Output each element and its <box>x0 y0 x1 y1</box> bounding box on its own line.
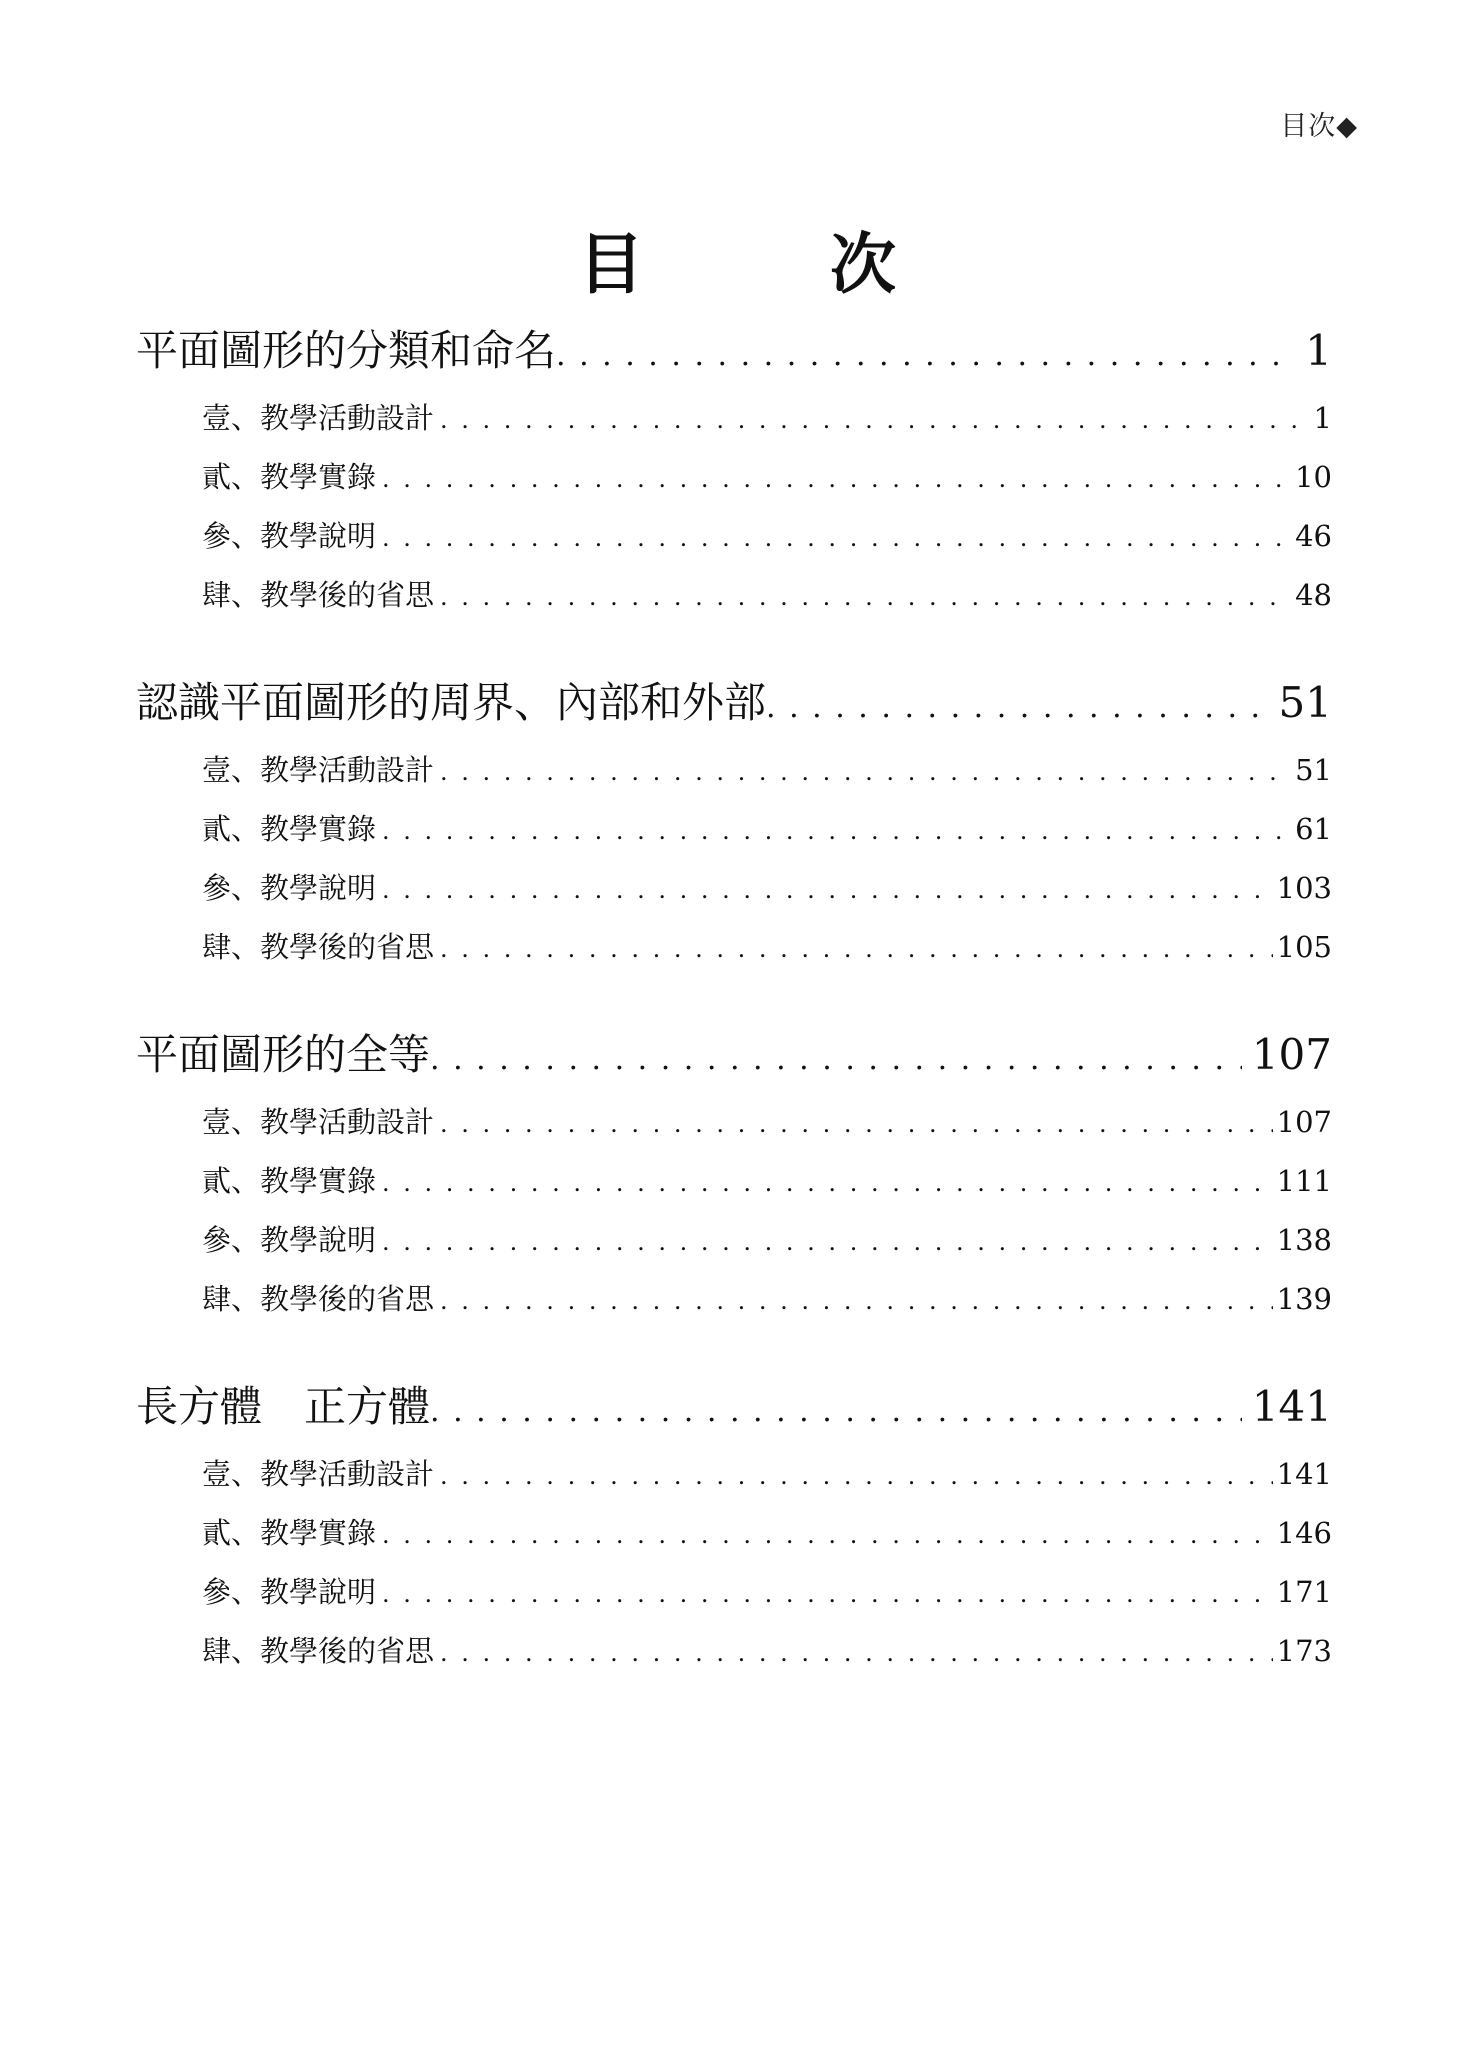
section-page-number: 111 <box>1276 1164 1332 1198</box>
dot-leader <box>556 338 1295 373</box>
section-page-number: 171 <box>1276 1575 1332 1609</box>
toc-chapter <box>136 1022 1332 1336</box>
toc-section-entry[interactable] <box>136 1629 1332 1688</box>
dot-leader <box>434 583 1291 611</box>
dot-leader <box>434 1287 1273 1315</box>
chapter-page-number: 141 <box>1251 1382 1332 1431</box>
toc-chapter-entry[interactable] <box>136 1374 1332 1438</box>
chapter-title: 長方體 正方體 <box>136 1382 431 1431</box>
toc-chapter-entry[interactable] <box>136 318 1332 382</box>
toc-section-entry[interactable] <box>136 396 1332 455</box>
section-page-number: 141 <box>1276 1457 1332 1491</box>
section-title: 肆、教學後的省思 <box>202 1634 435 1668</box>
dot-leader <box>376 1169 1273 1197</box>
dot-leader <box>376 817 1291 845</box>
section-title: 貳、教學實錄 <box>202 1164 377 1198</box>
dot-leader <box>376 465 1291 493</box>
toc-section-entry[interactable] <box>136 1570 1332 1629</box>
section-title: 壹、教學活動設計 <box>202 1105 435 1139</box>
toc-section-entry[interactable] <box>136 573 1332 632</box>
section-title: 參、教學說明 <box>202 519 377 553</box>
page-title: 目 次 <box>578 226 956 304</box>
section-title: 肆、教學後的省思 <box>202 578 435 612</box>
dot-leader <box>430 1394 1242 1429</box>
dot-leader <box>434 1110 1273 1138</box>
section-page-number: 139 <box>1276 1282 1332 1316</box>
section-title: 肆、教學後的省思 <box>202 930 435 964</box>
chapter-page-number: 51 <box>1278 678 1332 727</box>
section-page-number: 146 <box>1276 1516 1332 1550</box>
section-title: 壹、教學活動設計 <box>202 753 435 787</box>
dot-leader <box>434 1639 1273 1667</box>
section-title: 貳、教學實錄 <box>202 812 377 846</box>
section-title: 壹、教學活動設計 <box>202 1457 435 1491</box>
toc-section-entry[interactable] <box>136 866 1332 925</box>
section-page-number: 10 <box>1295 460 1332 494</box>
section-page-number: 1 <box>1313 401 1332 435</box>
dot-leader <box>434 935 1273 963</box>
section-page-number: 51 <box>1295 753 1332 787</box>
section-title: 參、教學說明 <box>202 871 377 905</box>
toc-section-entry[interactable] <box>136 1511 1332 1570</box>
toc-section-entry[interactable] <box>136 1159 1332 1218</box>
toc-section-entry[interactable] <box>136 455 1332 514</box>
dot-leader <box>434 1462 1273 1490</box>
toc-chapter-entry[interactable] <box>136 1022 1332 1086</box>
dot-leader <box>376 524 1291 552</box>
section-page-number: 138 <box>1276 1223 1332 1257</box>
running-header: 目次◆ <box>1280 111 1358 142</box>
chapter-title: 認識平面圖形的周界、內部和外部 <box>136 678 767 727</box>
dot-leader <box>434 406 1310 434</box>
chapter-title: 平面圖形的分類和命名 <box>136 326 557 375</box>
toc-section-entry[interactable] <box>136 1452 1332 1511</box>
section-page-number: 46 <box>1295 519 1332 553</box>
toc-chapter <box>136 670 1332 984</box>
toc-section-entry[interactable] <box>136 514 1332 573</box>
toc-section-entry[interactable] <box>136 807 1332 866</box>
toc-section-entry[interactable] <box>136 748 1332 807</box>
section-page-number: 61 <box>1295 812 1332 846</box>
table-of-contents <box>136 318 1332 1726</box>
section-page-number: 105 <box>1276 930 1332 964</box>
toc-chapter-entry[interactable] <box>136 670 1332 734</box>
section-page-number: 107 <box>1276 1105 1332 1139</box>
chapter-page-number: 1 <box>1305 326 1332 375</box>
chapter-title: 平面圖形的全等 <box>136 1030 431 1079</box>
section-page-number: 173 <box>1276 1634 1332 1668</box>
toc-section-entry[interactable] <box>136 925 1332 984</box>
dot-leader <box>430 1042 1242 1077</box>
dot-leader <box>376 876 1273 904</box>
toc-chapter <box>136 1374 1332 1688</box>
dot-leader <box>434 758 1291 786</box>
dot-leader <box>376 1521 1273 1549</box>
section-title: 壹、教學活動設計 <box>202 401 435 435</box>
chapter-page-number: 107 <box>1251 1030 1332 1079</box>
toc-section-entry[interactable] <box>136 1100 1332 1159</box>
toc-section-entry[interactable] <box>136 1277 1332 1336</box>
section-title: 肆、教學後的省思 <box>202 1282 435 1316</box>
section-page-number: 48 <box>1295 578 1332 612</box>
dot-leader <box>376 1580 1273 1608</box>
section-page-number: 103 <box>1276 871 1332 905</box>
section-title: 參、教學說明 <box>202 1575 377 1609</box>
section-title: 貳、教學實錄 <box>202 1516 377 1550</box>
dot-leader <box>376 1228 1273 1256</box>
dot-leader <box>766 690 1269 725</box>
toc-chapter <box>136 318 1332 632</box>
section-title: 參、教學說明 <box>202 1223 377 1257</box>
section-title: 貳、教學實錄 <box>202 460 377 494</box>
toc-section-entry[interactable] <box>136 1218 1332 1277</box>
